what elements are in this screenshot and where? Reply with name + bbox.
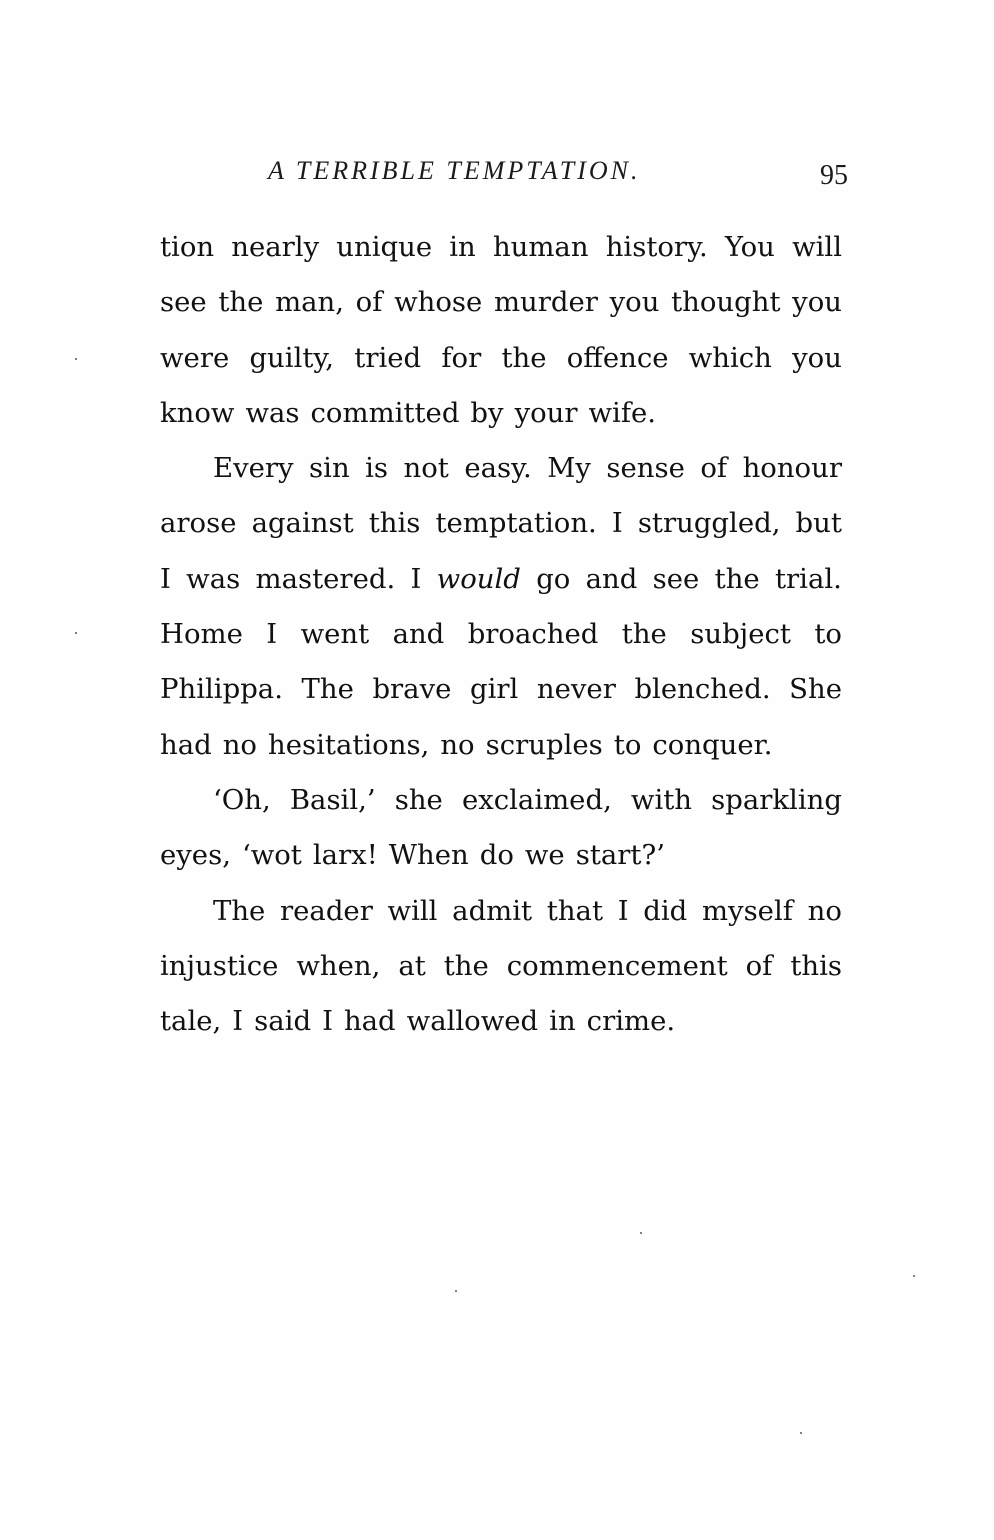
word: The [213, 894, 266, 927]
word: scruples [485, 728, 603, 761]
word: ‘Oh, [213, 783, 271, 816]
word: did [643, 894, 688, 927]
page-number: 95 [820, 160, 848, 191]
word: tried [354, 341, 422, 374]
word: Every [213, 452, 294, 485]
word: no [222, 728, 257, 761]
word: by [470, 396, 504, 429]
word: mastered. [255, 562, 396, 595]
word: had [343, 1005, 396, 1038]
word: in [549, 1005, 576, 1038]
word: I [322, 1005, 333, 1038]
word: to [613, 728, 642, 761]
word: sparkling [711, 783, 842, 816]
text-line [160, 994, 842, 1049]
word: temptation. [435, 507, 597, 540]
word: the [443, 949, 489, 982]
text-line [160, 275, 842, 330]
word: of [700, 452, 728, 485]
word: with [630, 783, 693, 816]
word: will [387, 894, 438, 927]
word: went [300, 618, 370, 651]
word: is [365, 452, 389, 485]
word: this [368, 507, 421, 540]
word: I [410, 562, 422, 595]
word: at [398, 949, 426, 982]
word: you [792, 341, 842, 374]
word: the [501, 341, 547, 374]
word: in [449, 231, 476, 263]
word: history. [605, 231, 708, 263]
word: guilty, [249, 341, 335, 374]
word: struggled, [637, 507, 781, 540]
word: brave [372, 673, 452, 706]
word: this [790, 949, 842, 982]
speck [75, 358, 77, 360]
word: crime. [586, 1005, 676, 1038]
word: trial. [774, 562, 842, 595]
word: I [611, 507, 623, 540]
word: You [724, 231, 775, 263]
word: sin [309, 452, 350, 485]
word: thought [671, 286, 781, 319]
word: when, [296, 949, 381, 982]
word: The [301, 673, 354, 706]
word: human [492, 231, 589, 263]
word: we [524, 839, 565, 872]
text-line [160, 220, 842, 275]
word: know [160, 396, 235, 429]
text-line [160, 552, 842, 607]
word: My [547, 452, 591, 485]
word: you [792, 286, 842, 319]
running-head [268, 156, 848, 196]
word: that [546, 894, 603, 927]
word: she [394, 783, 443, 816]
word: tion [160, 231, 215, 263]
word: She [789, 673, 842, 706]
word: the [621, 618, 667, 651]
word: I [232, 1005, 244, 1038]
word: whose [394, 286, 483, 319]
word: go [536, 562, 571, 595]
word: had [160, 728, 212, 761]
word: but [795, 507, 842, 540]
text-line [160, 884, 842, 939]
text-line [160, 773, 842, 828]
word: When [388, 839, 469, 872]
word: commencement [506, 949, 728, 982]
word: ‘wot [241, 839, 302, 872]
word: no [807, 894, 842, 927]
word: for [441, 341, 482, 374]
word: were [160, 341, 230, 374]
word: unique [336, 231, 433, 263]
speck [913, 1275, 915, 1277]
word: do [479, 839, 514, 872]
word: against [251, 507, 354, 540]
word: was [245, 396, 300, 429]
word: of [745, 949, 773, 982]
word: committed [310, 396, 460, 429]
word: arose [160, 507, 237, 540]
word: I [617, 894, 629, 927]
word: of [355, 286, 383, 319]
word: was [186, 562, 241, 595]
word: sense [606, 452, 685, 485]
speck [800, 1432, 802, 1434]
word: eyes, [160, 839, 231, 872]
word: start?’ [575, 839, 665, 872]
text-line [160, 939, 842, 994]
word: wife. [588, 396, 657, 429]
word: hesitations, [268, 728, 430, 761]
word: admit [452, 894, 533, 927]
word: and [585, 562, 638, 595]
word: see [160, 286, 207, 319]
word: exclaimed, [461, 783, 612, 816]
word: will [792, 231, 842, 263]
word: said [254, 1005, 312, 1038]
speck [640, 1232, 642, 1234]
word: nearly [231, 231, 320, 263]
speck [455, 1290, 457, 1292]
speck [75, 632, 77, 634]
text-line [160, 718, 842, 773]
word: broached [467, 618, 599, 651]
text-line [160, 386, 842, 441]
word: your [514, 396, 578, 429]
word: the [218, 286, 264, 319]
word: Home [160, 618, 243, 651]
running-title: A TERRIBLE TEMPTATION. [268, 156, 641, 185]
word: honour [742, 452, 842, 485]
text-line [160, 607, 842, 662]
word: the [714, 562, 760, 595]
word: reader [280, 894, 373, 927]
text-line [160, 662, 842, 717]
word: Philippa. [160, 673, 283, 706]
text-line [160, 441, 842, 496]
word: injustice [160, 949, 279, 982]
word: myself [701, 894, 793, 927]
word: tale, [160, 1005, 222, 1038]
word: offence [566, 341, 669, 374]
body-text [160, 220, 842, 1049]
word: I [160, 562, 171, 595]
word: blenched. [634, 673, 771, 706]
word: would [436, 562, 521, 595]
word: and [392, 618, 445, 651]
text-line [160, 496, 842, 551]
text-line [160, 828, 842, 883]
word: which [688, 341, 772, 374]
word: to [814, 618, 842, 651]
word: murder [493, 286, 598, 319]
word: subject [690, 618, 791, 651]
word: I [266, 618, 278, 651]
word: larx! [312, 839, 378, 872]
word: see [652, 562, 700, 595]
word: conquer. [652, 728, 773, 761]
word: girl [469, 673, 519, 706]
text-line [160, 331, 842, 386]
word: no [440, 728, 475, 761]
word: man, [275, 286, 344, 319]
word: easy. [464, 452, 532, 485]
word: not [403, 452, 449, 485]
word: you [609, 286, 660, 319]
word: Basil,’ [289, 783, 376, 816]
word: never [536, 673, 616, 706]
word: wallowed [406, 1005, 539, 1038]
